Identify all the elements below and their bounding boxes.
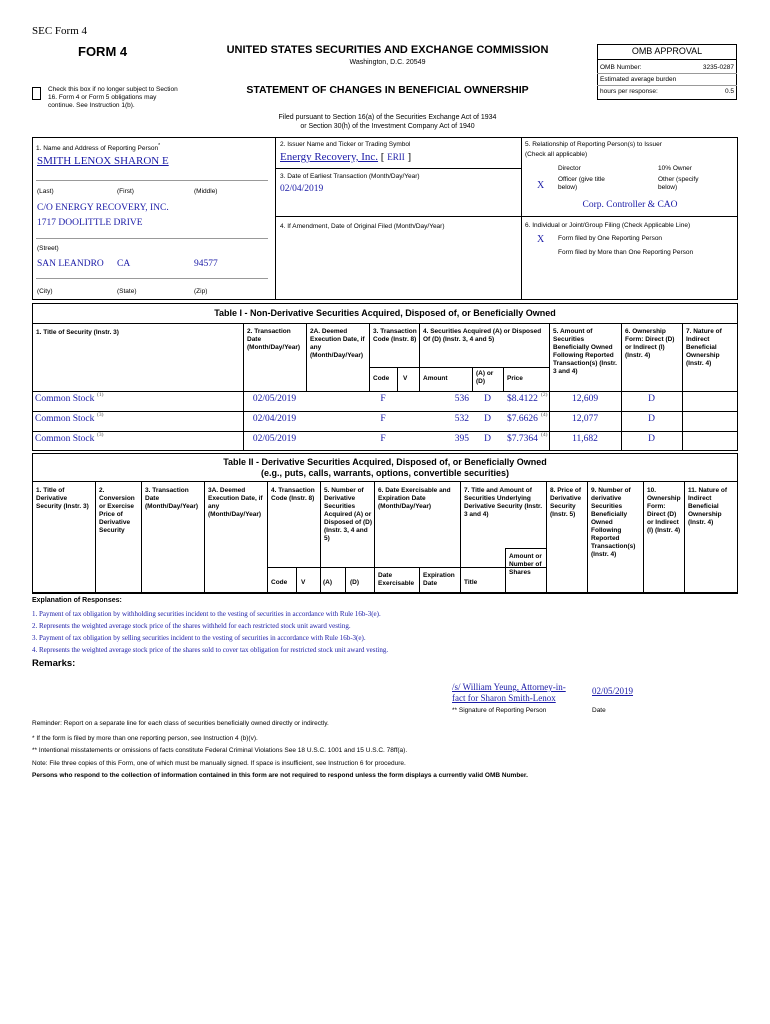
security-footnote: (1) — [97, 392, 104, 398]
omb-number-value: 3235-0287 — [702, 64, 734, 71]
zip-label: (Zip) — [194, 288, 208, 295]
city-label: (City) — [37, 288, 53, 295]
price: $7.7364 — [507, 434, 538, 444]
box5-label: 5. Relationship of Reporting Person(s) to Issuer — [525, 141, 662, 148]
signature-label: ** Signature of Reporting Person — [452, 707, 547, 714]
price: $8.4122 — [507, 394, 538, 404]
price: $7.6626 — [507, 414, 538, 424]
ownership-form: D — [648, 434, 655, 444]
table1-title: Table I - Non-Derivative Securities Acquired, Disposed of, or Beneficially Owned — [214, 308, 556, 318]
transaction-date: 02/04/2019 — [252, 414, 297, 424]
signature — [452, 682, 566, 704]
amount: 532 — [454, 414, 469, 424]
amount: 395 — [454, 434, 469, 444]
explanation-heading: Explanation of Responses: — [32, 597, 122, 604]
t2-h-form: 10. Ownership Form: Direct (D) or Indirect (I) (Instr. 4) — [647, 487, 681, 534]
t1-h-aord-sub: (A) or (D) — [476, 370, 494, 385]
omb-number-label: OMB Number: — [600, 64, 642, 71]
t2-h-expiration: Expiration Date — [423, 572, 455, 587]
officer-title: Corp. Controller & CAO — [582, 200, 678, 210]
form-title: FORM 4 — [78, 44, 128, 59]
issuer-name-link[interactable]: Energy Recovery, Inc. — [280, 151, 379, 163]
t1-h-deemed: 2A. Deemed Execution Date, if any (Month/Day/Year) — [310, 328, 365, 359]
omb-disclaimer: Persons who respond to the collection of information contained in this form are not required to respond unless the form displays a currently valid OMB Number. — [32, 772, 528, 779]
issuer-line: Energy Recovery, Inc. [ ERII ] — [280, 151, 412, 163]
t2-h-title-sub: Title — [464, 579, 478, 586]
explanation-item: 4. Represents the weighted average stock price of the shares sold to cover tax obligation for restricted stock unit award vesting. — [32, 646, 389, 654]
transaction-code: F — [380, 394, 386, 404]
t1-h-code-sub: Code — [373, 375, 390, 382]
t2-h-code-sub: Code — [271, 579, 288, 586]
t2-h-deemed: 3A. Deemed Execution Date, if any (Month/Day/Year) — [208, 487, 263, 518]
earliest-transaction-date: 02/04/2019 — [280, 184, 324, 194]
officer-check-mark: X — [537, 180, 545, 191]
box4-label: 4. If Amendment, Date of Original Filed (Month/Day/Year) — [280, 223, 445, 230]
amount-owned: 12,609 — [571, 394, 599, 404]
last-label: (Last) — [37, 188, 54, 195]
box3-label: 3. Date of Earliest Transaction (Month/Day/Year) — [280, 173, 420, 180]
omb-hours-value: 0.5 — [724, 88, 734, 95]
transaction-date: 02/05/2019 — [252, 394, 297, 404]
street-label: (Street) — [37, 245, 59, 252]
explanation-item: 1. Payment of tax obligation by withholding securities incident to the vesting of securities in accordance with Rule 16b-3(e). — [32, 610, 381, 618]
acquired-or-disposed: D — [484, 414, 491, 424]
t1-h-price-sub: Price — [507, 375, 523, 382]
address-line2: 1717 DOOLITTLE DRIVE — [37, 218, 143, 228]
t2-h-conversion: 2. Conversion or Exercise Price of Derivative Security — [99, 487, 135, 534]
footnote-double-star: ** Intentional misstatements or omissions of facts constitute Federal Criminal Violations See 18 U.S.C. 1001 and 15 U.S.C. 78ff(a). — [32, 747, 408, 754]
agency-title: UNITED STATES SECURITIES AND EXCHANGE COMMISSION — [226, 44, 549, 56]
t2-h-v-sub: V — [301, 579, 306, 586]
middle-label: (Middle) — [194, 188, 218, 195]
t1-h-date: 2. Transaction Date (Month/Day/Year) — [247, 328, 301, 351]
explanation-item: 2. Represents the weighted average stock price of the shares withheld for each restricted stock unit award vesting. — [32, 622, 351, 630]
statement-title: STATEMENT OF CHANGES IN BENEFICIAL OWNERSHIP — [246, 84, 529, 96]
price-footnote: (4) — [541, 412, 548, 418]
signature-line1: /s/ William Yeung, Attorney-in- — [452, 682, 566, 692]
box1-label: 1. Name and Address of Reporting Person* — [36, 143, 161, 153]
t2-h-underlying: 7. Title and Amount of Securities Underlying Derivative Security (Instr. 3 and 4) — [464, 487, 543, 518]
more-person-option[interactable]: Form filed by More than One Reporting Person — [558, 249, 694, 256]
city-value: SAN LEANDRO — [37, 259, 104, 269]
amount: 536 — [454, 394, 469, 404]
state-label: (State) — [117, 288, 137, 295]
transaction-date: 02/05/2019 — [252, 434, 297, 444]
t2-h-d-sub: (D) — [350, 579, 360, 586]
security-title: Common Stock — [35, 414, 95, 424]
remarks-heading: Remarks: — [32, 658, 76, 669]
one-person-check-mark: X — [537, 234, 545, 245]
price-footnote: (2) — [541, 392, 548, 398]
ownership-form: D — [648, 414, 655, 424]
ownership-form: D — [648, 394, 655, 404]
zip-value: 94577 — [194, 259, 218, 269]
omb-hours-label: hours per response: — [600, 88, 658, 95]
security-footnote: (3) — [97, 432, 104, 438]
t2-h-code: 4. Transaction Code (Instr. 8) — [271, 487, 315, 502]
box5-sub: (Check all applicable) — [525, 151, 588, 158]
t2-h-date-exercisable: Date Exercisable — [378, 572, 415, 587]
reporting-person-name[interactable]: SMITH LENOX SHARON E — [37, 155, 169, 167]
address-line1: C/O ENERGY RECOVERY, INC. — [37, 203, 169, 213]
t2-h-nature: 11. Nature of Indirect Beneficial Ownership (Instr. 4) — [688, 487, 728, 526]
amount-owned: 11,682 — [572, 434, 598, 444]
t1-h-v-sub: V — [403, 375, 408, 382]
acquired-or-disposed: D — [484, 434, 491, 444]
no-longer-subject-checkbox[interactable] — [32, 87, 41, 100]
t2-h-amount-shares: Amount or Number of Shares — [509, 553, 542, 576]
transaction-code: F — [380, 414, 386, 424]
omb-burden-label: Estimated average burden — [600, 76, 677, 83]
footnote-star: * If the form is filed by more than one reporting person, see Instruction 4 (b)(v). — [32, 735, 258, 742]
footnote-note: Note: File three copies of this Form, one of which must be manually signed. If space is insufficient, see Instruction 6 for procedure. — [32, 760, 406, 767]
form-label: SEC Form 4 — [32, 25, 88, 37]
director-option[interactable]: Director — [558, 165, 581, 172]
date-label: Date — [592, 707, 606, 714]
t1-h-owned: 5. Amount of Securities Beneficially Owned Following Reported Transaction(s) (Instr. 3 and 4) — [553, 328, 617, 375]
checkbox-text: Check this box if no longer subject to Section 16. Form 4 or Form 5 obligations may continue. See Instruction 1(b). — [48, 86, 178, 109]
security-title: Common Stock — [35, 394, 95, 404]
t2-h-exercisable: 6. Date Exercisable and Expiration Date (Month/Day/Year) — [378, 487, 451, 510]
t2-h-date: 3. Transaction Date (Month/Day/Year) — [145, 487, 199, 510]
t1-h-acquired: 4. Securities Acquired (A) or Disposed Of (D) (Instr. 3, 4 and 5) — [423, 328, 542, 343]
t1-h-form: 6. Ownership Form: Direct (D) or Indirect (I) (Instr. 4) — [625, 328, 675, 359]
security-title: Common Stock — [35, 434, 95, 444]
t1-h-nature: 7. Nature of Indirect Beneficial Ownership (Instr. 4) — [686, 328, 722, 367]
t2-h-owned: 9. Number of derivative Securities Beneficially Owned Following Reported Transaction(s) (Instr. 4) — [591, 487, 636, 558]
box6-label: 6. Individual or Joint/Group Filing (Check Applicable Line) — [525, 222, 691, 229]
t1-h-code: 3. Transaction Code (Instr. 8) — [373, 328, 417, 343]
filed-pursuant-line2: or Section 30(h) of the Investment Company Act of 1940 — [300, 123, 475, 130]
acquired-or-disposed: D — [484, 394, 491, 404]
signature-date: 02/05/2019 — [592, 686, 634, 696]
t2-h-title: 1. Title of Derivative Security (Instr. 3) — [36, 487, 89, 510]
state-value: CA — [117, 259, 131, 269]
ticker-symbol: ERII — [387, 152, 405, 162]
t1-h-amount-sub: Amount — [423, 375, 448, 382]
t1-h-title: 1. Title of Security (Instr. 3) — [36, 329, 119, 336]
omb-title: OMB APPROVAL — [631, 46, 703, 56]
price-footnote: (4) — [541, 432, 548, 438]
one-person-option[interactable]: Form filed by One Reporting Person — [558, 235, 663, 242]
first-label: (First) — [117, 188, 134, 195]
officer-option[interactable]: Officer (give title below) — [558, 176, 605, 191]
t2-h-number: 5. Number of Derivative Securities Acquired (A) or Disposed of (D) (Instr. 3, 4 and 5) — [324, 487, 373, 542]
explanation-item: 3. Payment of tax obligation by selling securities incident to the vesting of securities in accordance with Rule 16b-3(e). — [32, 634, 366, 642]
signature-line2: fact for Sharon Smith-Lenox — [452, 693, 556, 703]
amount-owned: 12,077 — [571, 414, 599, 424]
t2-h-price: 8. Price of Derivative Security (Instr. 5) — [550, 487, 582, 518]
table2-title1: Table II - Derivative Securities Acquired, Disposed of, or Beneficially Owned — [223, 457, 547, 467]
transaction-code: F — [380, 434, 386, 444]
t2-h-a-sub: (A) — [323, 579, 333, 586]
reminder: Reminder: Report on a separate line for each class of securities beneficially owned directly or indirectly. — [32, 720, 329, 727]
other-option[interactable]: Other (specify below) — [658, 176, 699, 191]
security-footnote: (3) — [97, 412, 104, 418]
explanation-list — [32, 608, 732, 656]
agency-location: Washington, D.C. 20549 — [349, 59, 426, 66]
filed-pursuant-line1: Filed pursuant to Section 16(a) of the Securities Exchange Act of 1934 — [278, 114, 497, 121]
table2-title2: (e.g., puts, calls, warrants, options, convertible securities) — [260, 468, 510, 478]
ten-percent-owner-option[interactable]: 10% Owner — [658, 165, 692, 172]
box2-label: 2. Issuer Name and Ticker or Trading Symbol — [280, 141, 411, 148]
